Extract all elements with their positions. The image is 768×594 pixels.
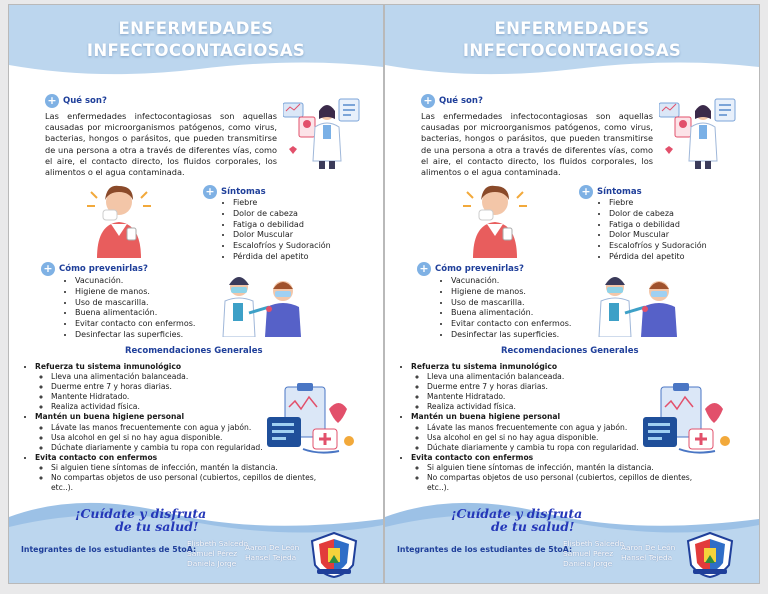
recommendation-item: ◦ Mantente Hidratado. (427, 392, 711, 402)
student-name: Daniela Jorge (187, 559, 237, 568)
medical-tools-illustration (639, 379, 735, 457)
sintomas-list (219, 198, 383, 263)
student-name: Samuel Pérez (563, 549, 614, 558)
names-column-1 (563, 539, 624, 569)
prevenir-list-item: • Vacunación. (451, 276, 631, 287)
slogan-line1: ¡Cuídate y disfruta (75, 506, 207, 521)
recommendation-item: ◦ No compartas objetos de uso personal (cubiertos, cepillos de dientes, etc..). (427, 473, 711, 493)
recomendaciones-heading: Recomendaciones Generales (125, 346, 263, 356)
students-label: Integrantes de los estudiantes de 5toA: (21, 545, 197, 554)
plus-icon: + (41, 262, 55, 276)
recommendation-item: ◦ Usa alcohol en gel si no hay agua disponible. (427, 433, 711, 443)
sintomas-heading (203, 185, 266, 199)
sintomas-list-item: • Pérdida del apetito (233, 252, 383, 263)
prevenir-list-item: • Buena alimentación. (451, 308, 631, 319)
sick-person-illustration (83, 180, 155, 260)
recommendation-item: ◦ Lávate las manos frecuentemente con agua y jabón. (427, 423, 711, 433)
recommendation-group (411, 453, 711, 493)
recommendation-item: ◦ Lávate las manos frecuentemente con agua y jabón. (51, 423, 335, 433)
student-name: Aaron De León (245, 543, 300, 552)
recommendation-item: ◦ Duerme entre 7 y horas diarias. (427, 382, 711, 392)
plus-icon: + (579, 185, 593, 199)
recommendation-group-title: Mantén un buena higiene personal (35, 412, 185, 422)
student-name: Hansel Tejeda (621, 553, 673, 562)
plus-icon: + (421, 94, 435, 108)
prevenir-list-item: • Desinfectar las superficies. (75, 330, 255, 341)
recommendation-group-title: Refuerza tu sistema inmunológico (35, 362, 182, 371)
recommendation-item: ◦ Dúchate diariamente y cambia tu ropa con regularidad. (51, 443, 335, 453)
prevenir-list-item: • Evitar contacto con enfermos. (451, 319, 631, 330)
sintomas-list-item: • Fatiga o debilidad (609, 220, 759, 231)
prevenir-list-item: • Uso de mascarilla. (451, 298, 631, 309)
poster-header (385, 5, 759, 77)
poster-title-line2: INFECTOCONTAGIOSAS (86, 41, 306, 60)
slogan-line2: de tu salud! (491, 519, 575, 534)
poster-title-line1: ENFERMEDADES (494, 19, 650, 38)
recommendation-item: ◦ Si alguien tiene síntomas de infección, mantén la distancia. (51, 463, 335, 473)
prevenir-list-item: • Vacunación. (75, 276, 255, 287)
sintomas-list-item: • Dolor de cabeza (609, 209, 759, 220)
poster-title-line1: ENFERMEDADES (118, 19, 274, 38)
recommendation-item: ◦ Mantente Hidratado. (51, 392, 335, 402)
medical-tools-illustration (263, 379, 359, 457)
sintomas-heading-text: Síntomas (221, 187, 266, 197)
prevenir-list-item: • Evitar contacto con enfermos. (75, 319, 255, 330)
student-name: Hansel Tejeda (245, 553, 297, 562)
slogan-line2: de tu salud! (115, 519, 199, 534)
prevenir-list-item: • Desinfectar las superficies. (451, 330, 631, 341)
recommendation-item: ◦ Lleva una alimentación balanceada. (51, 372, 335, 382)
prevenir-heading (417, 262, 524, 276)
prevenir-heading-text: Cómo prevenirlas? (435, 264, 524, 274)
sintomas-list-item: • Escalofríos y Sudoración (233, 241, 383, 252)
students-label: Integrantes de los estudiantes de 5toA: (397, 545, 573, 554)
sintomas-heading-text: Síntomas (597, 187, 642, 197)
prevenir-heading-text: Cómo prevenirlas? (59, 264, 148, 274)
poster-header (9, 5, 383, 77)
doctor-illustration (283, 89, 361, 171)
que-son-heading-text: Qué son? (63, 96, 107, 106)
recommendation-group-title: Evita contacto con enfermos (411, 452, 534, 462)
student-name: Elisbeth Salcedo (187, 539, 248, 548)
recommendation-item: ◦ Realiza actividad física. (427, 402, 711, 412)
recomendaciones-heading: Recomendaciones Generales (501, 346, 639, 356)
school-crest-logo (309, 531, 359, 579)
vaccination-illustration (219, 267, 303, 337)
sintomas-heading (579, 185, 642, 199)
prevenir-heading (41, 262, 148, 276)
recommendation-item: ◦ Usa alcohol en gel si no hay agua disponible. (51, 433, 335, 443)
names-column-1 (187, 539, 248, 569)
sintomas-list-item: • Dolor de cabeza (233, 209, 383, 220)
sintomas-list-item: • Fiebre (233, 198, 383, 209)
sintomas-list-item: • Pérdida del apetito (609, 252, 759, 263)
sintomas-list-item: • Dolor Muscular (609, 230, 759, 241)
student-name: Samuel Pérez (187, 549, 238, 558)
recommendation-item: ◦ No compartas objetos de uso personal (cubiertos, cepillos de dientes, etc..). (51, 473, 335, 493)
prevenir-list-item: • Uso de mascarilla. (75, 298, 255, 309)
que-son-text: Las enfermedades infectocontagiosas son aquellas causadas por microorganismos patógenos, como virus, bacterias, hongos o parásitos, que pueden transmitirse de una persona a otra a través de diferentes vías, como el aire, el contacto directo, los fluidos corporales, los alimentos o el agua contaminada. (421, 111, 653, 178)
student-name: Aaron De León (621, 543, 676, 552)
vaccination-illustration (595, 267, 679, 337)
recommendation-item: ◦ Duerme entre 7 y horas diarias. (51, 382, 335, 392)
sintomas-list-item: • Fiebre (609, 198, 759, 209)
prevenir-list-item: • Higiene de manos. (75, 287, 255, 298)
prevenir-list-item: • Buena alimentación. (75, 308, 255, 319)
prevenir-list-item: • Higiene de manos. (451, 287, 631, 298)
student-name: Daniela Jorge (563, 559, 613, 568)
que-son-heading-text: Qué son? (439, 96, 483, 106)
sintomas-list-item: • Escalofríos y Sudoración (609, 241, 759, 252)
names-column-2 (621, 543, 675, 563)
school-crest-logo (685, 531, 735, 579)
slogan-line1: ¡Cuídate y disfruta (451, 506, 583, 521)
que-son-text: Las enfermedades infectocontagiosas son aquellas causadas por microorganismos patógenos, como virus, bacterias, hongos o parásitos, que pueden transmitirse de una persona a otra a través de diferentes vías, como el aire, el contacto directo, los fluidos corporales, los alimentos o el agua contaminada. (45, 111, 277, 178)
plus-icon: + (203, 185, 217, 199)
poster-title-line2: INFECTOCONTAGIOSAS (462, 41, 682, 60)
student-name: Elisbeth Salcedo (563, 539, 624, 548)
recommendation-group (35, 453, 335, 493)
plus-icon: + (417, 262, 431, 276)
plus-icon: + (45, 94, 59, 108)
que-son-heading (45, 94, 107, 108)
names-column-2 (245, 543, 299, 563)
recommendation-group-title: Evita contacto con enfermos (35, 452, 158, 462)
recommendation-item: ◦ Lleva una alimentación balanceada. (427, 372, 711, 382)
recommendation-group-title: Mantén un buena higiene personal (411, 412, 561, 422)
page1-poster (8, 4, 384, 584)
page2-poster (384, 4, 760, 584)
recommendation-item: ◦ Si alguien tiene síntomas de infección, mantén la distancia. (427, 463, 711, 473)
recommendation-item: ◦ Dúchate diariamente y cambia tu ropa con regularidad. (427, 443, 711, 453)
sick-person-illustration (459, 180, 531, 260)
sintomas-list-item: • Dolor Muscular (233, 230, 383, 241)
sintomas-list-item: • Fatiga o debilidad (233, 220, 383, 231)
que-son-heading (421, 94, 483, 108)
doctor-illustration (659, 89, 737, 171)
recommendation-group-title: Refuerza tu sistema inmunológico (411, 362, 558, 371)
sintomas-list (595, 198, 759, 263)
recommendation-item: ◦ Realiza actividad física. (51, 402, 335, 412)
